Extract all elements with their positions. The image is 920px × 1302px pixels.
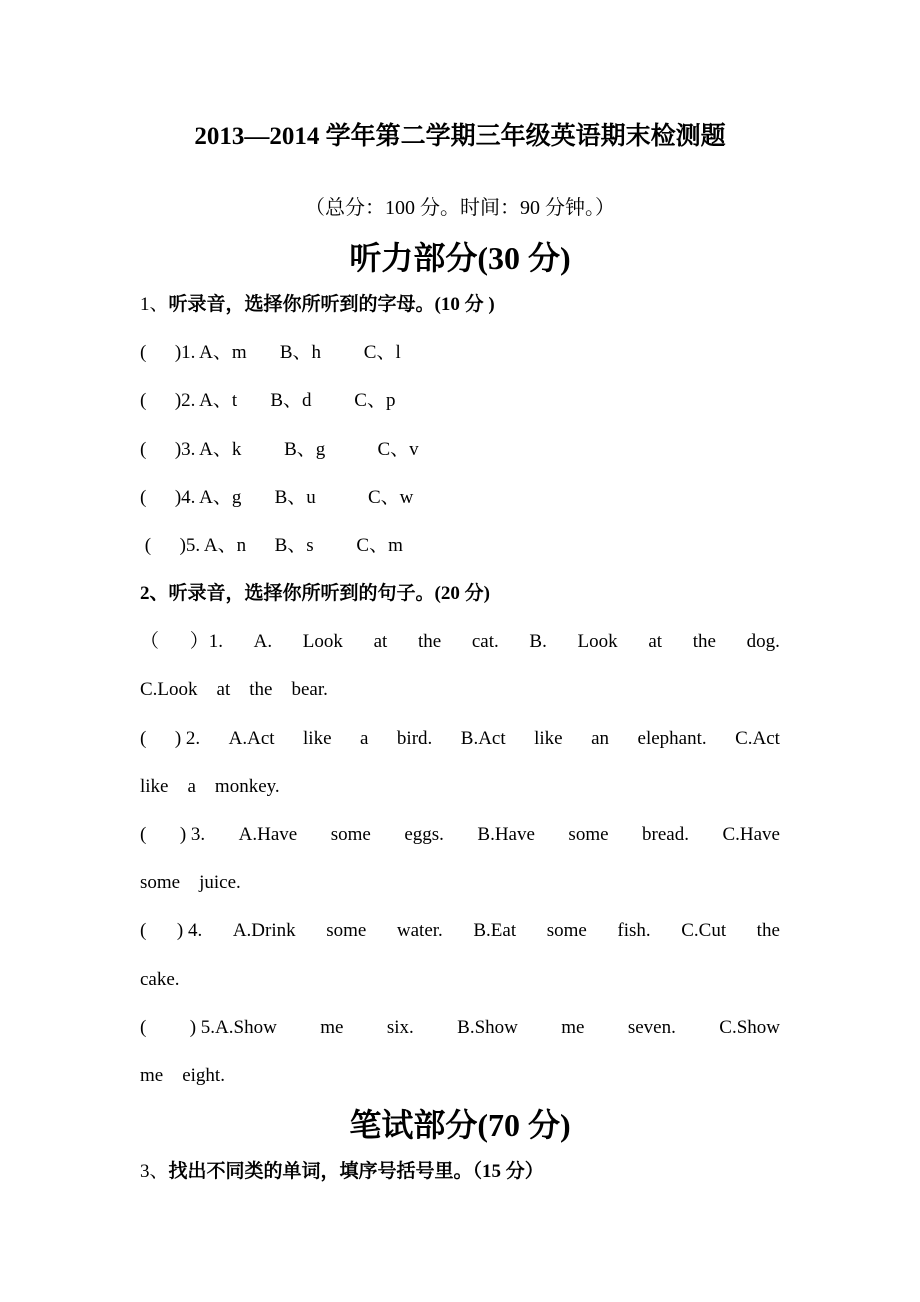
q2-item-1-line1 <box>140 629 780 655</box>
q2-item-2-line2: like a monkey. <box>140 776 280 797</box>
q2-item-3-word: some <box>568 824 609 845</box>
q2-item-2-word: elephant. <box>637 728 707 749</box>
q2-item-4-number: ) 4. <box>176 920 203 941</box>
q2-item-4-word: A.Drink <box>232 920 296 941</box>
q2-item-3-word: A.Have <box>238 824 298 845</box>
question-3-heading <box>140 1159 780 1185</box>
q2-item-5-line2: me eight. <box>140 1065 225 1086</box>
question-1-title: 听录音，选择你所听到的字母。(10 分 ) <box>168 294 495 315</box>
q2-item-4-word: some <box>326 920 367 941</box>
q2-item-3-word: some <box>330 824 371 845</box>
question-1-heading <box>140 292 780 318</box>
q2-item-1-word: at <box>648 631 663 652</box>
listening-section-heading: 听力部分(30 分) <box>349 240 571 276</box>
q2-item-5-word: seven. <box>627 1017 676 1038</box>
q2-item-5-number: ) 5.A.Show <box>189 1017 277 1038</box>
q2-item-5-word: me <box>320 1017 344 1038</box>
q2-item-3-word: B.Have <box>477 824 535 845</box>
q2-item-3-line2: some juice. <box>140 872 241 893</box>
q2-item-4-line2: cake. <box>140 969 180 990</box>
q1-item-3: ( )3. A、k B、g C、v <box>140 439 419 460</box>
question-2-heading: 2、听录音，选择你所听到的句子。(20 分) <box>140 583 490 604</box>
q1-item-1: ( )1. A、m B、h C、l <box>140 342 401 363</box>
q2-item-5-word: C.Show <box>719 1017 780 1038</box>
q1-item-5: ( )5. A、n B、s C、m <box>140 535 403 556</box>
q2-item-3-word: C.Have <box>722 824 780 845</box>
q2-item-5-line1 <box>140 1015 780 1041</box>
q2-item-2-word: bird. <box>396 728 433 749</box>
q2-item-4-paren: ( <box>140 920 147 941</box>
q2-item-1-paren: （ <box>140 631 160 652</box>
q1-item-4: ( )4. A、g B、u C、w <box>140 487 414 508</box>
q2-item-4-word: water. <box>396 920 443 941</box>
q2-item-1-word: cat. <box>471 631 499 652</box>
question-1-number: 1、 <box>140 294 169 315</box>
q1-item-2: ( )2. A、t B、d C、p <box>140 390 396 411</box>
question-3-title: 找出不同类的单词，填序号括号里。（15 分） <box>168 1161 544 1182</box>
q2-item-4-word: fish. <box>617 920 651 941</box>
q2-item-4-word: the <box>756 920 780 941</box>
q2-item-1-word: Look <box>302 631 343 652</box>
exam-title: 2013—2014 学年第二学期三年级英语期末检测题 <box>194 123 726 150</box>
q2-item-5-word: B.Show <box>457 1017 518 1038</box>
q2-item-2-word: A.Act <box>228 728 275 749</box>
q2-item-1-word: the <box>417 631 442 652</box>
q2-item-1-word: at <box>373 631 388 652</box>
q2-item-1-word: the <box>692 631 716 652</box>
q2-item-3-line1 <box>140 822 780 848</box>
q2-item-4-line1 <box>140 918 780 944</box>
q2-item-1-number: ）1. <box>189 631 223 652</box>
writing-section-heading: 笔试部分(70 分) <box>349 1107 571 1143</box>
q2-item-2-word: an <box>591 728 610 749</box>
q2-item-2-line1 <box>140 726 780 752</box>
exam-subtitle: （总分：100 分。时间：90 分钟。） <box>305 197 615 219</box>
q2-item-4-word: C.Cut <box>681 920 727 941</box>
q2-item-5-paren: ( <box>140 1017 147 1038</box>
q2-item-2-word: a <box>360 728 369 749</box>
q2-item-2-word: C.Act <box>735 728 780 749</box>
q2-item-1-word: A. <box>253 631 273 652</box>
q2-item-5-word: six. <box>386 1017 414 1038</box>
q2-item-2-word: like <box>534 728 563 749</box>
q2-item-5-word: me <box>561 1017 585 1038</box>
q2-item-2-paren: ( <box>140 728 147 749</box>
q2-item-3-word: eggs. <box>404 824 444 845</box>
q2-item-2-word: B.Act <box>460 728 506 749</box>
q2-item-2-number: ) 2. <box>174 728 201 749</box>
q2-item-1-word: B. <box>529 631 547 652</box>
q2-item-4-word: some <box>546 920 587 941</box>
q2-item-3-number: ) 3. <box>179 824 206 845</box>
q2-item-3-word: bread. <box>642 824 689 845</box>
q2-item-4-word: B.Eat <box>473 920 517 941</box>
q2-item-3-paren: ( <box>140 824 147 845</box>
q2-item-2-word: like <box>303 728 332 749</box>
question-3-number: 3、 <box>140 1161 169 1182</box>
q2-item-1-word: dog. <box>746 631 780 652</box>
q2-item-1-line2: C.Look at the bear. <box>140 679 328 700</box>
q2-item-1-word: Look <box>577 631 618 652</box>
